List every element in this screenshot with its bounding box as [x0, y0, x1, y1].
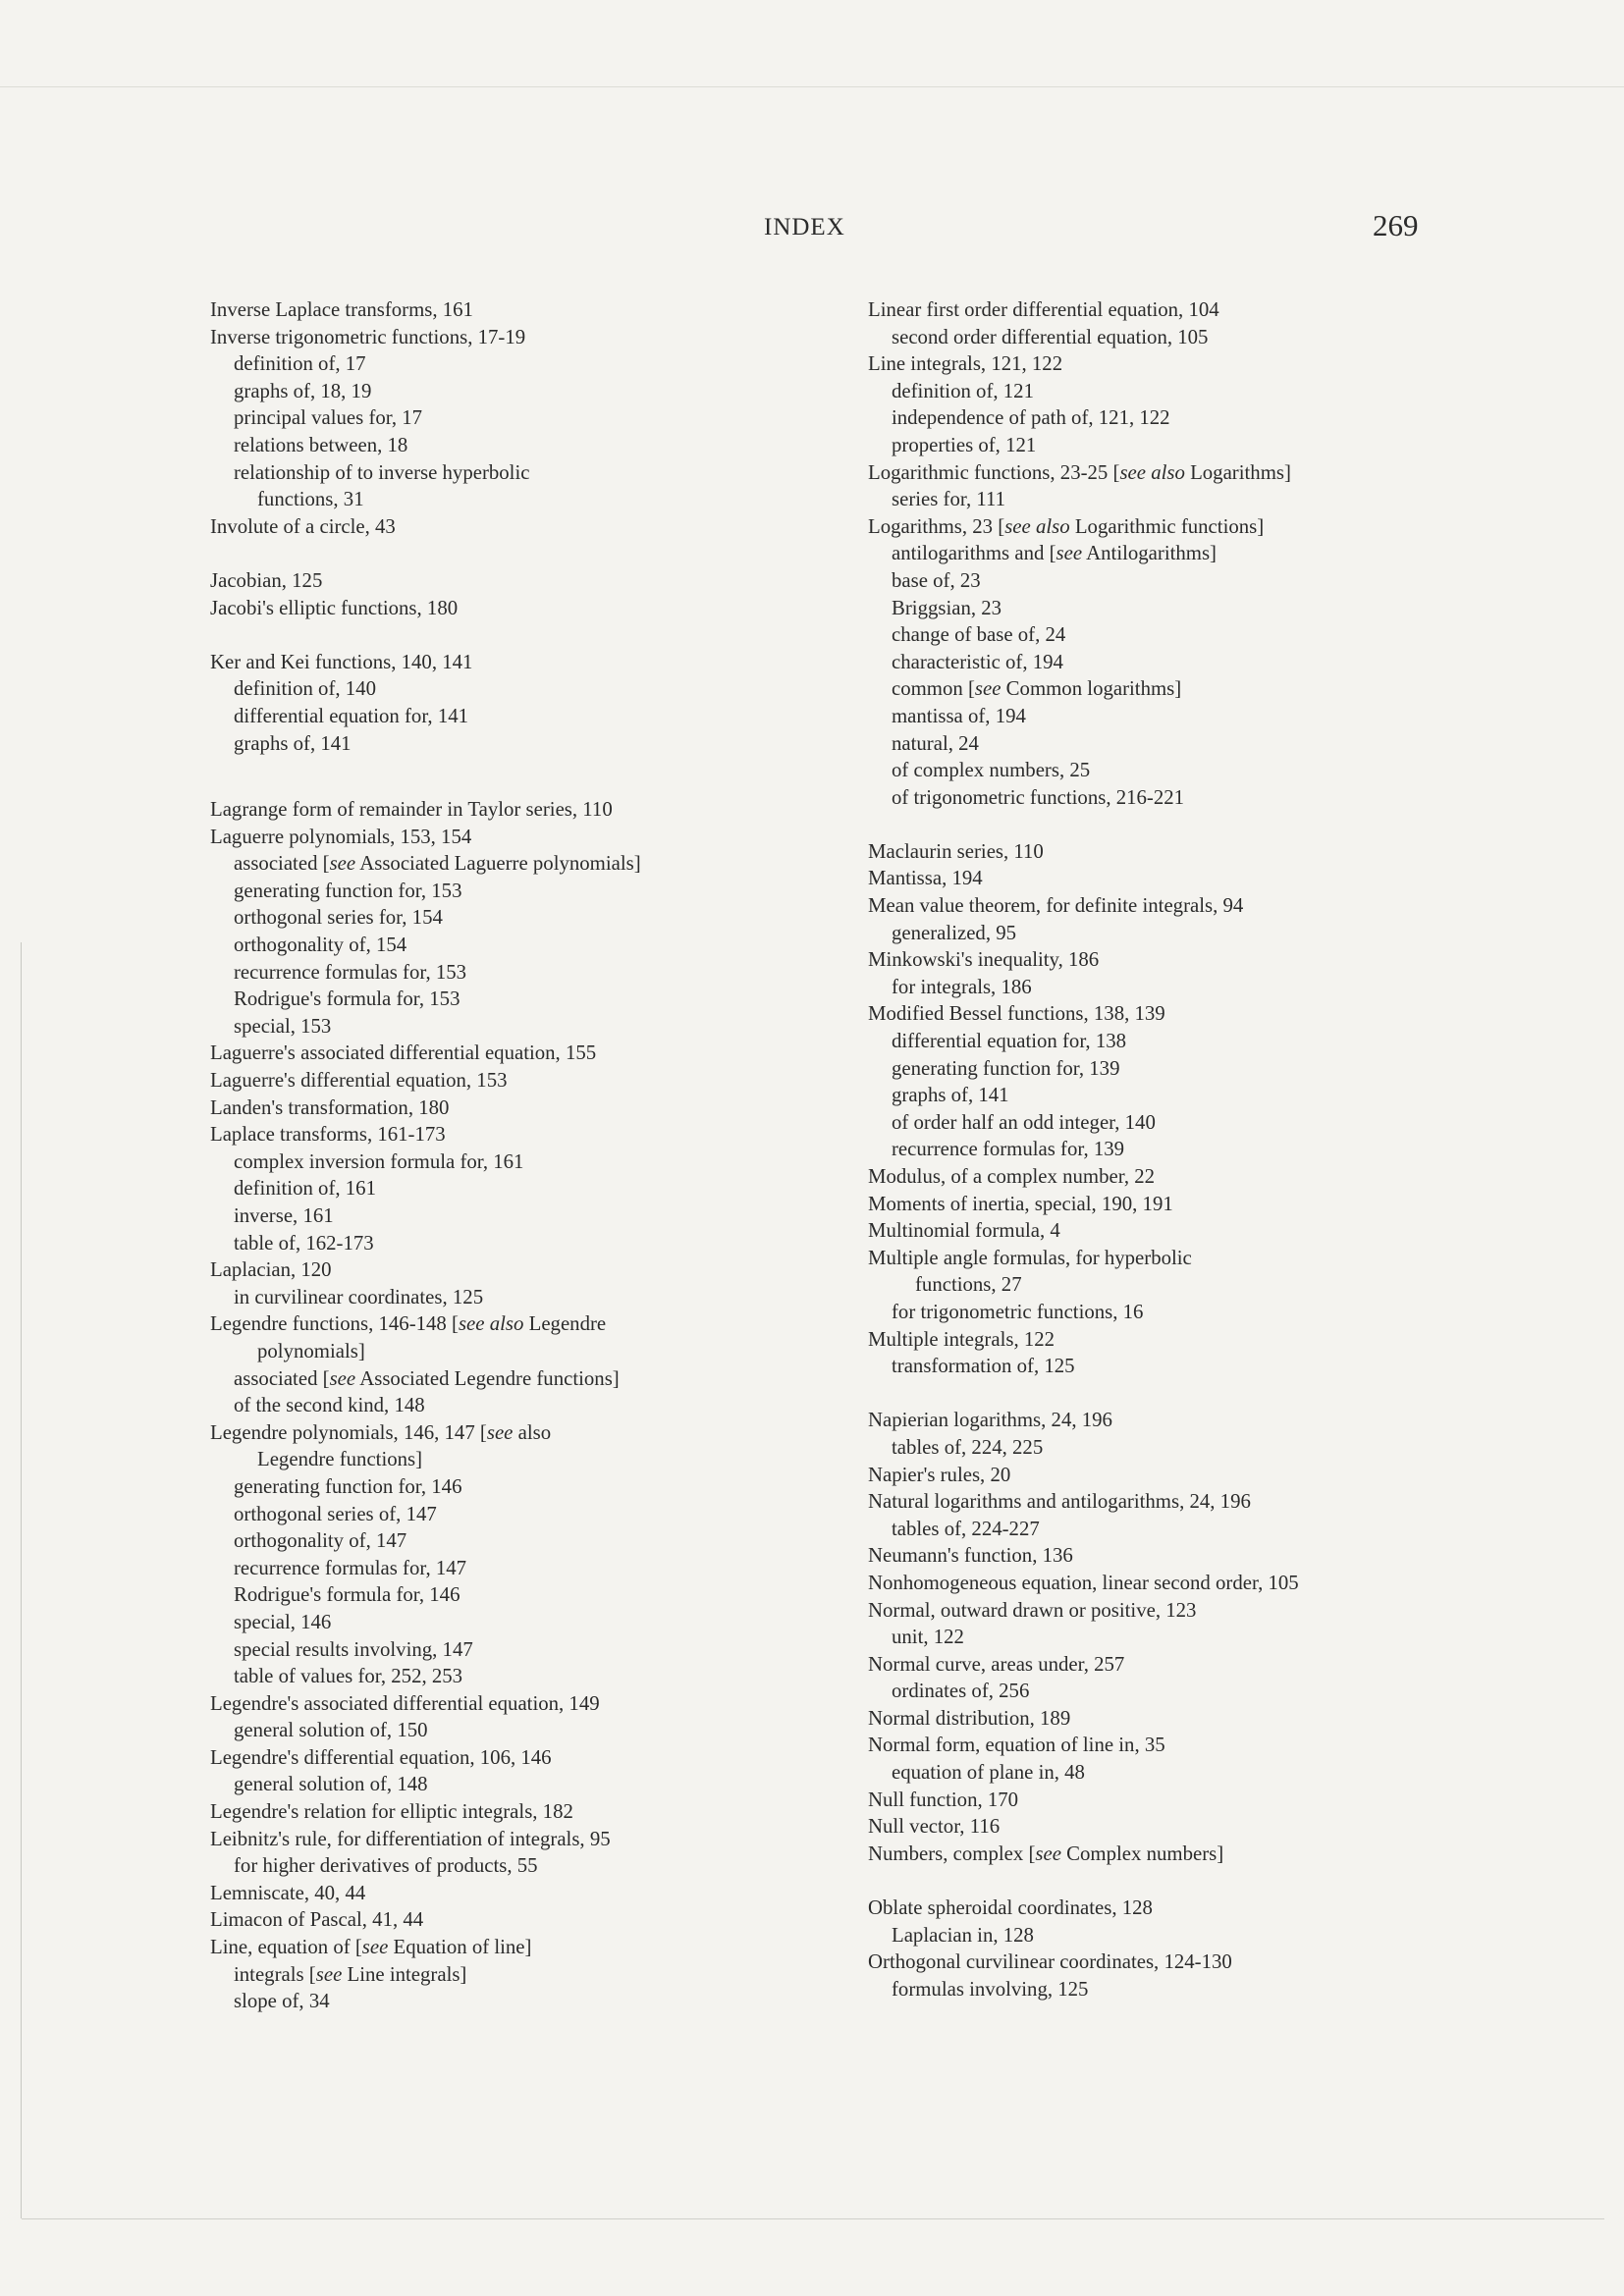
index-entry: Neumann's function, 136 — [868, 1544, 1073, 1568]
index-entry: Null function, 170 — [868, 1788, 1019, 1811]
index-entry: Laplace transforms, 161-173 — [210, 1123, 446, 1147]
index-subentry: of complex numbers, 25 — [892, 759, 1091, 782]
index-subentry: generalized, 95 — [892, 921, 1017, 944]
index-subentry: equation of plane in, 48 — [892, 1761, 1085, 1785]
index-entry: Normal, outward drawn or positive, 123 — [868, 1598, 1197, 1622]
index-entry: Maclaurin series, 110 — [868, 839, 1044, 863]
index-entry: Leibnitz's rule, for differentiation of integrals, 95 — [210, 1827, 611, 1850]
scan-edge-top — [0, 86, 1624, 87]
index-subentry: Briggsian, 23 — [892, 596, 1002, 619]
index-entry: Moments of inertia, special, 190, 191 — [868, 1192, 1173, 1215]
index-subentry: orthogonal series of, 147 — [234, 1502, 437, 1525]
index-subentry: definition of, 161 — [234, 1177, 376, 1201]
index-entry: Orthogonal curvilinear coordinates, 124-130 — [868, 1950, 1232, 1974]
index-subentry: tables of, 224, 225 — [892, 1435, 1044, 1459]
index-column-left — [210, 296, 897, 2015]
index-subentry: definition of, 140 — [234, 677, 376, 701]
index-entry: Laguerre's associated differential equation, 155 — [210, 1041, 597, 1065]
index-subentry: of trigonometric functions, 216-221 — [892, 785, 1185, 809]
index-subentry: second order differential equation, 105 — [892, 325, 1209, 348]
index-subentry: common [see Common logarithms] — [892, 677, 1182, 701]
index-entry: Minkowski's inequality, 186 — [868, 948, 1100, 972]
index-entry: Mantissa, 194 — [868, 867, 983, 890]
index-subentry: table of, 162-173 — [234, 1231, 374, 1255]
index-subentry: for trigonometric functions, 16 — [892, 1300, 1144, 1323]
index-subentry: principal values for, 17 — [234, 406, 423, 430]
index-subentry: of the second kind, 148 — [234, 1394, 425, 1417]
index-entry: Limacon of Pascal, 41, 44 — [210, 1908, 424, 1932]
section-gap — [210, 621, 897, 649]
index-subentry: functions, 27 — [915, 1273, 1022, 1297]
index-entry: Normal form, equation of line in, 35 — [868, 1734, 1165, 1757]
index-entry: Numbers, complex [see Complex numbers] — [868, 1842, 1224, 1865]
section-gap — [210, 757, 897, 796]
page-header — [0, 208, 1624, 253]
index-entry: Jacobian, 125 — [210, 568, 323, 592]
index-subentry: associated [see Associated Laguerre polynomials] — [234, 852, 641, 876]
index-entry: Napierian logarithms, 24, 196 — [868, 1409, 1112, 1432]
index-subentry: series for, 111 — [892, 488, 1006, 511]
index-subentry: Rodrigue's formula for, 146 — [234, 1583, 460, 1607]
index-entry: Multiple integrals, 122 — [868, 1327, 1056, 1351]
index-entry: Nonhomogeneous equation, linear second order, 105 — [868, 1571, 1299, 1594]
index-entry: Natural logarithms and antilogarithms, 24, 196 — [868, 1490, 1251, 1514]
index-entry: Legendre's relation for elliptic integrals, 182 — [210, 1800, 573, 1824]
index-subentry: base of, 23 — [892, 568, 981, 592]
index-entry: Inverse Laplace transforms, 161 — [210, 298, 473, 321]
section-gap — [210, 540, 897, 567]
index-subentry: transformation of, 125 — [892, 1355, 1075, 1378]
index-entry: Modulus, of a complex number, 22 — [868, 1165, 1156, 1188]
index-entry: Legendre polynomials, 146, 147 [see also — [210, 1420, 552, 1444]
index-entry: Involute of a circle, 43 — [210, 514, 396, 538]
index-subentry: definition of, 121 — [892, 379, 1034, 402]
scan-edge-left — [21, 942, 22, 2218]
index-subentry: functions, 31 — [257, 488, 364, 511]
scan-edge-bottom — [22, 2218, 1604, 2219]
index-entry: Inverse trigonometric functions, 17-19 — [210, 325, 526, 348]
index-column-right — [868, 296, 1555, 2002]
index-entry: Linear first order differential equation, 104 — [868, 298, 1219, 321]
page-title: INDEX — [764, 214, 845, 240]
index-subentry: natural, 24 — [892, 731, 979, 755]
index-subentry: special results involving, 147 — [234, 1637, 473, 1661]
index-entry: Lemniscate, 40, 44 — [210, 1881, 366, 1904]
index-entry: Null vector, 116 — [868, 1815, 1001, 1839]
index-subentry: unit, 122 — [892, 1626, 964, 1649]
index-subentry: graphs of, 141 — [892, 1084, 1009, 1107]
index-subentry: associated [see Associated Legendre functions] — [234, 1366, 620, 1390]
index-subentry: of order half an odd integer, 140 — [892, 1110, 1156, 1134]
index-entry: Line, equation of [see Equation of line] — [210, 1936, 532, 1959]
index-entry: Normal distribution, 189 — [868, 1706, 1071, 1730]
index-subentry: relationship of to inverse hyperbolic — [234, 460, 530, 484]
index-entry: Napier's rules, 20 — [868, 1463, 1011, 1486]
page-number: 269 — [1373, 208, 1419, 242]
index-subentry: general solution of, 148 — [234, 1773, 428, 1796]
index-entry: Oblate spheroidal coordinates, 128 — [868, 1896, 1153, 1920]
index-subentry: differential equation for, 138 — [892, 1030, 1127, 1053]
index-entry: Legendre's differential equation, 106, 146 — [210, 1745, 552, 1769]
index-subentry: ordinates of, 256 — [892, 1680, 1030, 1703]
index-entry: Normal curve, areas under, 257 — [868, 1652, 1125, 1676]
index-entry: Laguerre polynomials, 153, 154 — [210, 825, 472, 848]
index-entry: Ker and Kei functions, 140, 141 — [210, 650, 473, 673]
index-subentry: special, 146 — [234, 1610, 332, 1633]
index-subentry: special, 153 — [234, 1014, 332, 1038]
index-subentry: orthogonality of, 154 — [234, 934, 407, 957]
index-entry: Logarithmic functions, 23-25 [see also Logarithms] — [868, 460, 1291, 484]
section-gap — [868, 1867, 1555, 1895]
index-subentry: antilogarithms and [see Antilogarithms] — [892, 542, 1217, 565]
index-subentry: graphs of, 18, 19 — [234, 379, 372, 402]
index-subentry: for higher derivatives of products, 55 — [234, 1854, 538, 1878]
index-subentry: properties of, 121 — [892, 433, 1037, 456]
index-subentry: recurrence formulas for, 147 — [234, 1556, 467, 1579]
index-entry: Multiple angle formulas, for hyperbolic — [868, 1246, 1192, 1269]
index-entry: Mean value theorem, for definite integrals, 94 — [868, 894, 1244, 918]
index-subentry: recurrence formulas for, 153 — [234, 960, 467, 984]
index-subentry: integrals [see Line integrals] — [234, 1962, 467, 1986]
index-entry: Line integrals, 121, 122 — [868, 352, 1063, 376]
index-subentry: slope of, 34 — [234, 1990, 330, 2013]
index-subentry: orthogonal series for, 154 — [234, 906, 443, 930]
index-subentry: in curvilinear coordinates, 125 — [234, 1285, 484, 1308]
index-subentry: characteristic of, 194 — [892, 650, 1063, 673]
index-entry: Logarithms, 23 [see also Logarithmic functions] — [868, 514, 1265, 538]
index-subentry: general solution of, 150 — [234, 1719, 428, 1742]
index-subentry: formulas involving, 125 — [892, 1977, 1089, 2001]
index-subentry: table of values for, 252, 253 — [234, 1665, 463, 1688]
index-entry: Legendre's associated differential equation, 149 — [210, 1691, 600, 1715]
index-subentry: polynomials] — [257, 1339, 365, 1362]
index-subentry: Laplacian in, 128 — [892, 1923, 1034, 1947]
index-entry: Laplacian, 120 — [210, 1258, 332, 1282]
index-entry: Lagrange form of remainder in Taylor series, 110 — [210, 798, 613, 822]
index-entry: Jacobi's elliptic functions, 180 — [210, 596, 459, 619]
index-subentry: inverse, 161 — [234, 1204, 334, 1227]
index-subentry: graphs of, 141 — [234, 731, 352, 755]
index-subentry: recurrence formulas for, 139 — [892, 1138, 1125, 1161]
index-subentry: tables of, 224-227 — [892, 1517, 1040, 1540]
index-entry: Laguerre's differential equation, 153 — [210, 1069, 508, 1093]
index-subentry: independence of path of, 121, 122 — [892, 406, 1170, 430]
index-entry: Multinomial formula, 4 — [868, 1219, 1060, 1243]
index-subentry: complex inversion formula for, 161 — [234, 1149, 524, 1173]
index-subentry: generating function for, 139 — [892, 1056, 1120, 1080]
index-subentry: change of base of, 24 — [892, 623, 1066, 647]
index-subentry: generating function for, 146 — [234, 1474, 462, 1498]
index-subentry: relations between, 18 — [234, 433, 408, 456]
index-subentry: mantissa of, 194 — [892, 704, 1026, 727]
index-subentry: differential equation for, 141 — [234, 704, 469, 727]
index-entry: Modified Bessel functions, 138, 139 — [868, 1002, 1165, 1026]
section-gap — [868, 1380, 1555, 1408]
index-subentry: Rodrigue's formula for, 153 — [234, 988, 460, 1011]
index-subentry: for integrals, 186 — [892, 975, 1032, 998]
index-subentry: definition of, 17 — [234, 352, 366, 376]
index-entry: Landen's transformation, 180 — [210, 1095, 450, 1119]
index-subentry: Legendre functions] — [257, 1448, 423, 1471]
index-entry: Legendre functions, 146-148 [see also Legendre — [210, 1312, 607, 1336]
section-gap — [868, 811, 1555, 838]
index-subentry: generating function for, 153 — [234, 879, 462, 902]
index-subentry: orthogonality of, 147 — [234, 1529, 407, 1553]
